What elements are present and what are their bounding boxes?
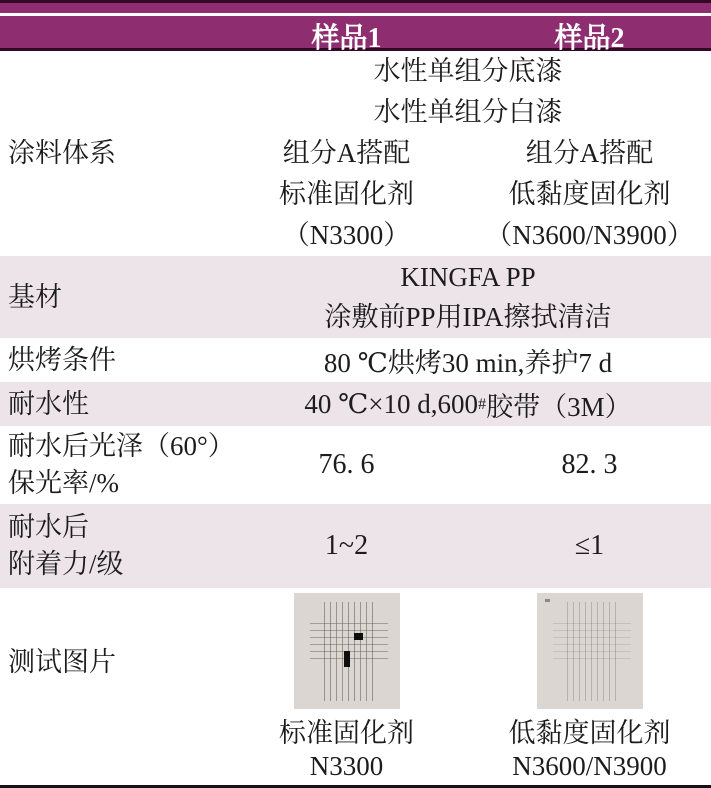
row-adhesion <box>0 504 711 588</box>
coating-sample1-line: 组分A搭配 <box>282 138 411 168</box>
header-sample1: 样品1 <box>311 23 382 54</box>
gloss-sample1-value: 76. 6 <box>318 449 375 480</box>
row-label-baking: 烘烤条件 <box>8 344 116 375</box>
row-test-photos <box>0 588 711 785</box>
coating-sample1-line: （N3300） <box>282 220 411 250</box>
coating-sample2-cell <box>468 133 711 256</box>
water-value-tail: 胶带（3M） <box>486 391 632 422</box>
crosshatch-horizontal-lines <box>553 623 631 665</box>
coating-shared-line: 水性单组分底漆 <box>373 56 563 86</box>
row-baking <box>0 338 711 382</box>
substrate-line: KINGFA PP <box>400 262 536 292</box>
gloss-label-line: 保光率/% <box>8 468 119 498</box>
row-label-test-photos <box>0 588 225 785</box>
table-top-rule <box>0 0 711 13</box>
water-value-main: 40 ℃×10 d,600 <box>304 388 479 419</box>
photo-sample2-caption-line1: 低黏度固化剂 <box>508 718 671 748</box>
coating-sample-columns <box>225 133 711 256</box>
row-substrate <box>0 256 711 338</box>
adhesion-sample1-value: 1~2 <box>324 530 369 561</box>
row-label-gloss-retention <box>0 426 235 504</box>
photo-speck-icon <box>545 599 550 602</box>
test-photos-label: 测试图片 <box>8 647 116 677</box>
photo-sample2-caption-line2: N3600/N3900 <box>512 751 667 781</box>
adhesion-sample2-value: ≤1 <box>574 530 605 561</box>
substrate-line: 涂敷前PP用IPA擦拭清洁 <box>324 302 612 332</box>
coating-sample2-line: 组分A搭配 <box>525 138 654 168</box>
test-photo-sample1-cell <box>225 588 468 785</box>
coating-system-content <box>225 51 711 256</box>
crosshatch-photo-sample1-icon <box>294 593 400 709</box>
adhesion-label-line: 耐水后 <box>8 512 89 542</box>
row-label-adhesion <box>0 504 225 588</box>
row-label-substrate: 基材 <box>8 281 62 312</box>
row-gloss-retention <box>0 426 711 504</box>
photo-sample1-caption-line1: 标准固化剂 <box>279 718 414 748</box>
gloss-sample2-value: 82. 3 <box>561 449 618 480</box>
coating-sample1-line: 标准固化剂 <box>279 179 414 209</box>
coating-sample1-cell <box>225 133 468 256</box>
crosshatch-photo-sample2-icon <box>537 593 643 709</box>
header-sample2: 样品2 <box>554 23 625 54</box>
coating-sample2-line: （N3600/N3900） <box>485 220 694 250</box>
row-label-coating-system: 涂料体系 <box>8 138 116 168</box>
adhesion-failure-mark-icon <box>344 651 350 667</box>
row-coating-system <box>0 51 711 256</box>
substrate-content <box>225 256 711 338</box>
adhesion-label-line: 附着力/级 <box>8 549 124 579</box>
row-label-water-resistance: 耐水性 <box>8 388 89 419</box>
row-water-resistance <box>0 382 711 426</box>
adhesion-failure-mark-icon <box>354 633 363 640</box>
coating-shared-line: 水性单组分白漆 <box>373 97 563 127</box>
water-resistance-value: 40 ℃×10 d,600 # 胶带（3M） <box>225 382 711 426</box>
coating-sample2-line: 低黏度固化剂 <box>508 179 671 209</box>
test-photo-sample2-cell <box>468 588 711 785</box>
baking-value: 80 ℃烘烤30 min,养护7 d <box>323 347 613 378</box>
table-header-row <box>0 16 711 54</box>
photo-sample1-caption-line2: N3300 <box>309 751 384 781</box>
gloss-label-line: 耐水后光泽（60°） <box>8 431 235 461</box>
